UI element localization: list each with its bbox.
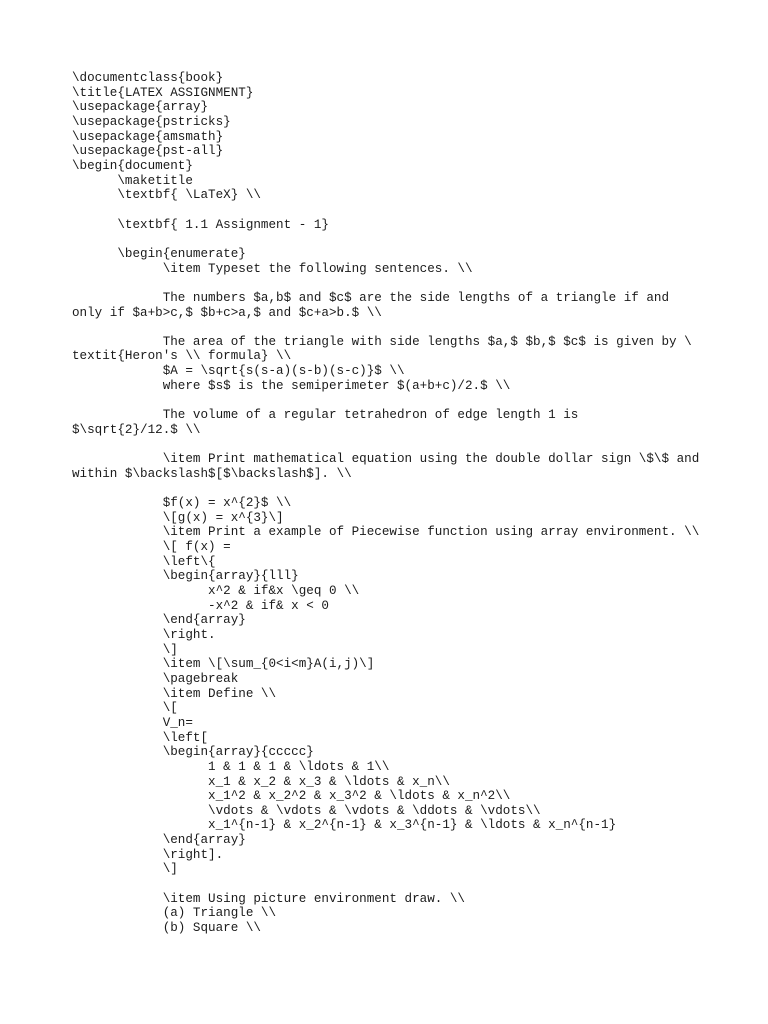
source-line: \item Typeset the following sentences. \\ (72, 261, 473, 276)
source-line: \documentclass{book} (72, 71, 224, 85)
source-line: \end{array} (72, 613, 246, 628)
source-line: \left[ (72, 730, 209, 745)
source-line: \[g(x) = x^{3}\] (72, 510, 284, 525)
source-line: only if $a+b>c,$ $b+c>a,$ and $c+a>b.$ \\ (72, 305, 382, 320)
source-line: \end{array} (72, 833, 246, 848)
source-line: \pagebreak (72, 671, 239, 686)
source-line: \title{LATEX ASSIGNMENT} (72, 85, 254, 100)
source-line: \item Print a example of Piecewise function using array environment. \\ (72, 525, 700, 540)
source-line: (b) Square \\ (72, 921, 261, 936)
source-line (72, 203, 712, 218)
source-line: x_1 & x_2 & x_3 & \ldots & x_n\\ (72, 774, 450, 789)
source-line: \item Using picture environment draw. \\ (72, 891, 465, 906)
source-line: (a) Triangle \\ (72, 906, 277, 921)
source-line: \usepackage{array} (72, 100, 209, 115)
source-line: where $s$ is the semiperimeter $(a+b+c)/2.$ \\ (72, 378, 511, 393)
source-line (72, 232, 712, 247)
source-line: \maketitle (72, 173, 193, 188)
source-line: \begin{array}{ccccc} (72, 745, 314, 760)
source-line: \textbf{ \LaTeX} \\ (72, 188, 261, 203)
source-line: \vdots & \vdots & \vdots & \ddots & \vdots\\ (72, 803, 541, 818)
source-line: -x^2 & if& x < 0 (72, 598, 329, 613)
source-line: textit{Heron's \\ formula} \\ (72, 349, 292, 364)
latex-source-text (72, 71, 712, 936)
source-line: \] (72, 862, 178, 877)
source-line (72, 481, 712, 496)
source-line (72, 437, 712, 452)
source-line: \left\{ (72, 554, 216, 569)
source-line: \item \[\sum_{0<i<m}A(i,j)\] (72, 657, 375, 672)
source-line: \right. (72, 627, 216, 642)
source-line: within $\backslash$[$\backslash$]. \\ (72, 466, 352, 481)
source-line: \begin{enumerate} (72, 246, 246, 261)
source-line: \textbf{ 1.1 Assignment - 1} (72, 217, 329, 232)
source-line: $A = \sqrt{s(s-a)(s-b)(s-c)}$ \\ (72, 364, 405, 379)
source-line: \usepackage{amsmath} (72, 129, 224, 144)
source-line: \[ (72, 701, 178, 716)
source-line: \] (72, 642, 178, 657)
source-line: The volume of a regular tetrahedron of edge length 1 is (72, 408, 579, 423)
source-line: $\sqrt{2}/12.$ \\ (72, 422, 201, 437)
source-line: $f(x) = x^{2}$ \\ (72, 496, 292, 511)
source-line: \right]. (72, 847, 224, 862)
source-line (72, 320, 712, 335)
source-line: 1 & 1 & 1 & \ldots & 1\\ (72, 759, 390, 774)
source-line: \item Define \\ (72, 686, 277, 701)
source-line: x_1^2 & x_2^2 & x_3^2 & \ldots & x_n^2\\ (72, 789, 511, 804)
source-line: The area of the triangle with side lengths $a,$ $b,$ $c$ is given by \ (72, 334, 692, 349)
source-line (72, 877, 712, 892)
source-line: \item Print mathematical equation using the double dollar sign \$\$ and (72, 452, 700, 467)
source-line: \usepackage{pstricks} (72, 114, 231, 129)
source-line: \begin{array}{lll} (72, 569, 299, 584)
source-line: The numbers $a,b$ and $c$ are the side lengths of a triangle if and (72, 290, 670, 305)
source-line: V_n= (72, 715, 193, 730)
source-line: \usepackage{pst-all} (72, 144, 224, 159)
source-line (72, 276, 712, 291)
source-line: \[ f(x) = (72, 540, 231, 554)
source-line (72, 393, 712, 408)
source-line: x^2 & if&x \geq 0 \\ (72, 583, 360, 598)
source-line: x_1^{n-1} & x_2^{n-1} & x_3^{n-1} & \ldots & x_n^{n-1} (72, 818, 617, 833)
source-line: \begin{document} (72, 158, 193, 173)
